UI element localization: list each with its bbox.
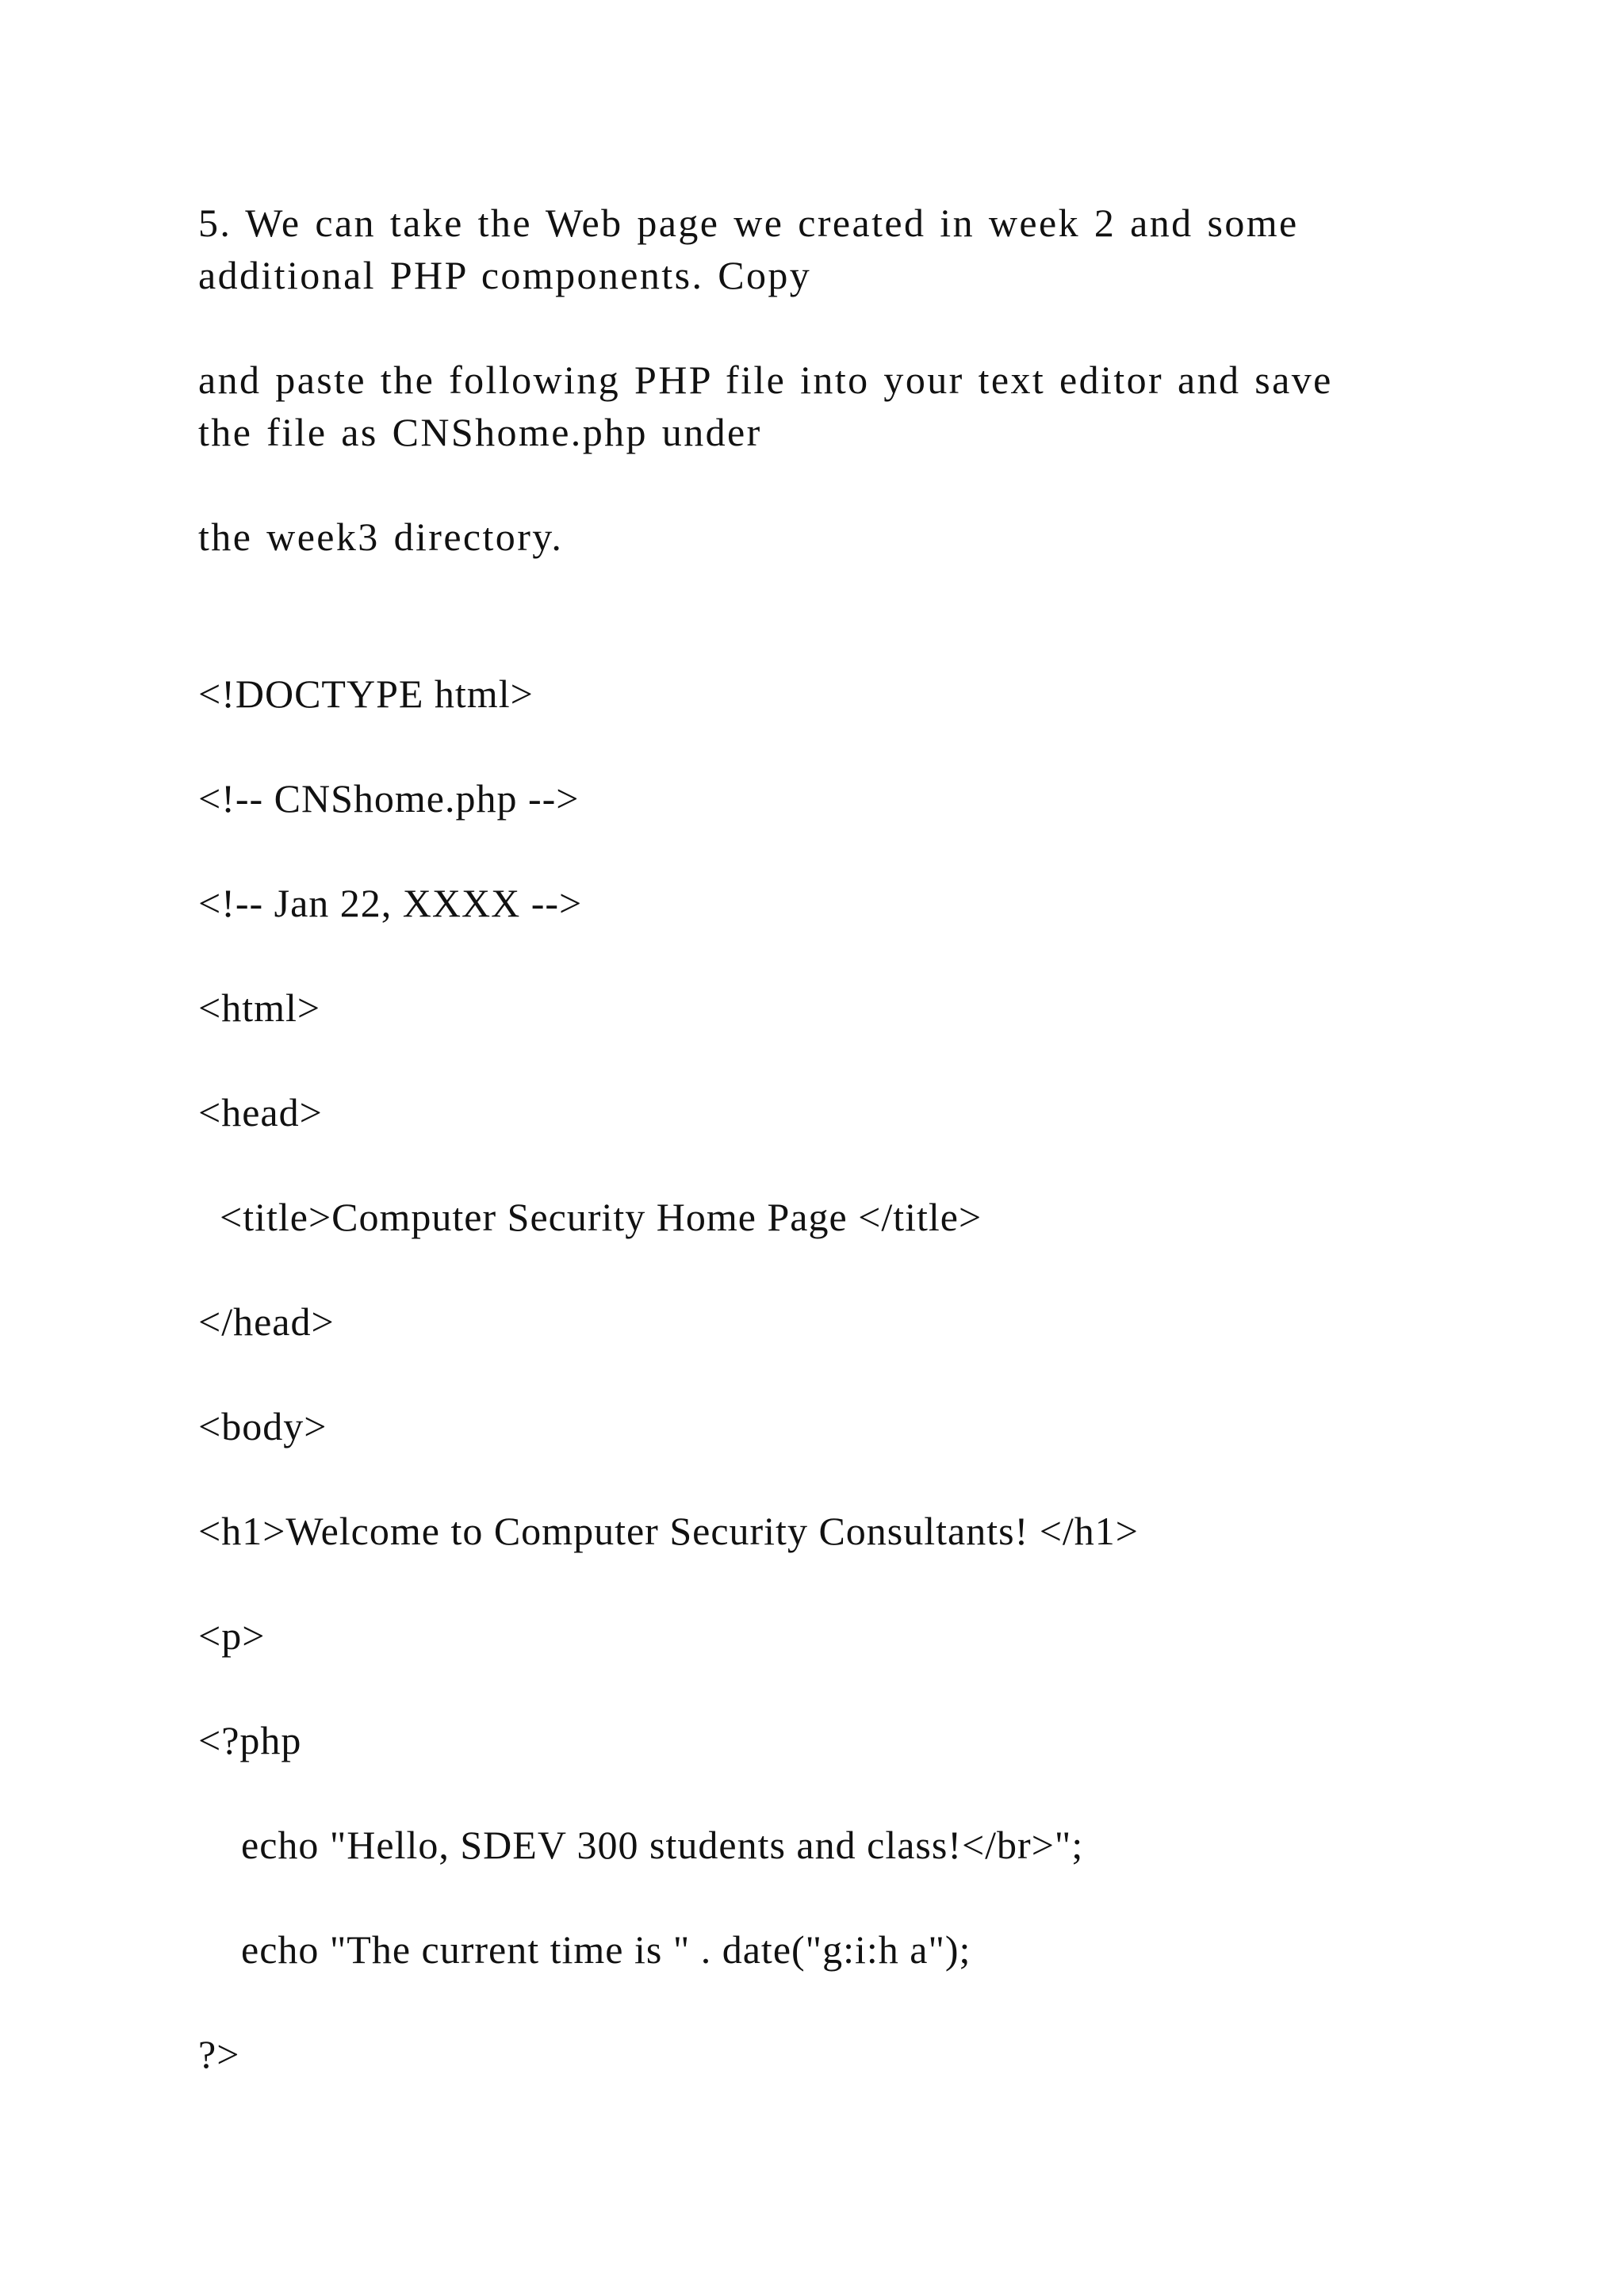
intro-line-4: the file as CNShome.php under (198, 410, 762, 454)
code-line-h1: <h1>Welcome to Computer Security Consultants! </h1> (198, 1509, 1139, 1553)
code-line-php-close: ?> (198, 2032, 240, 2076)
code-line-comment-filename: <!-- CNShome.php --> (198, 776, 580, 821)
code-line-p-open: <p> (198, 1613, 266, 1658)
code-line-title: <title>Computer Security Home Page </title> (198, 1195, 982, 1239)
intro-line-1: 5. We can take the Web page we created in week 2 and some (198, 201, 1299, 245)
code-line-head-close: </head> (198, 1299, 335, 1344)
code-line-comment-date: <!-- Jan 22, XXXX --> (198, 881, 583, 925)
intro-line-3: and paste the following PHP file into your text editor and save (198, 358, 1333, 402)
code-line-body-open: <body> (198, 1404, 327, 1448)
intro-line-5: the week3 directory. (198, 515, 564, 559)
code-line-html-open: <html> (198, 985, 321, 1030)
code-line-php-open: <?php (198, 1718, 302, 1762)
code-line-echo-hello: echo "Hello, SDEV 300 students and class!</br>"; (198, 1823, 1084, 1867)
code-line-head-open: <head> (198, 1090, 323, 1135)
intro-line-2: additional PHP components. Copy (198, 253, 812, 297)
code-line-doctype: <!DOCTYPE html> (198, 672, 534, 716)
code-line-echo-time: echo "The current time is " . date("g:i:h a"); (198, 1927, 971, 1972)
